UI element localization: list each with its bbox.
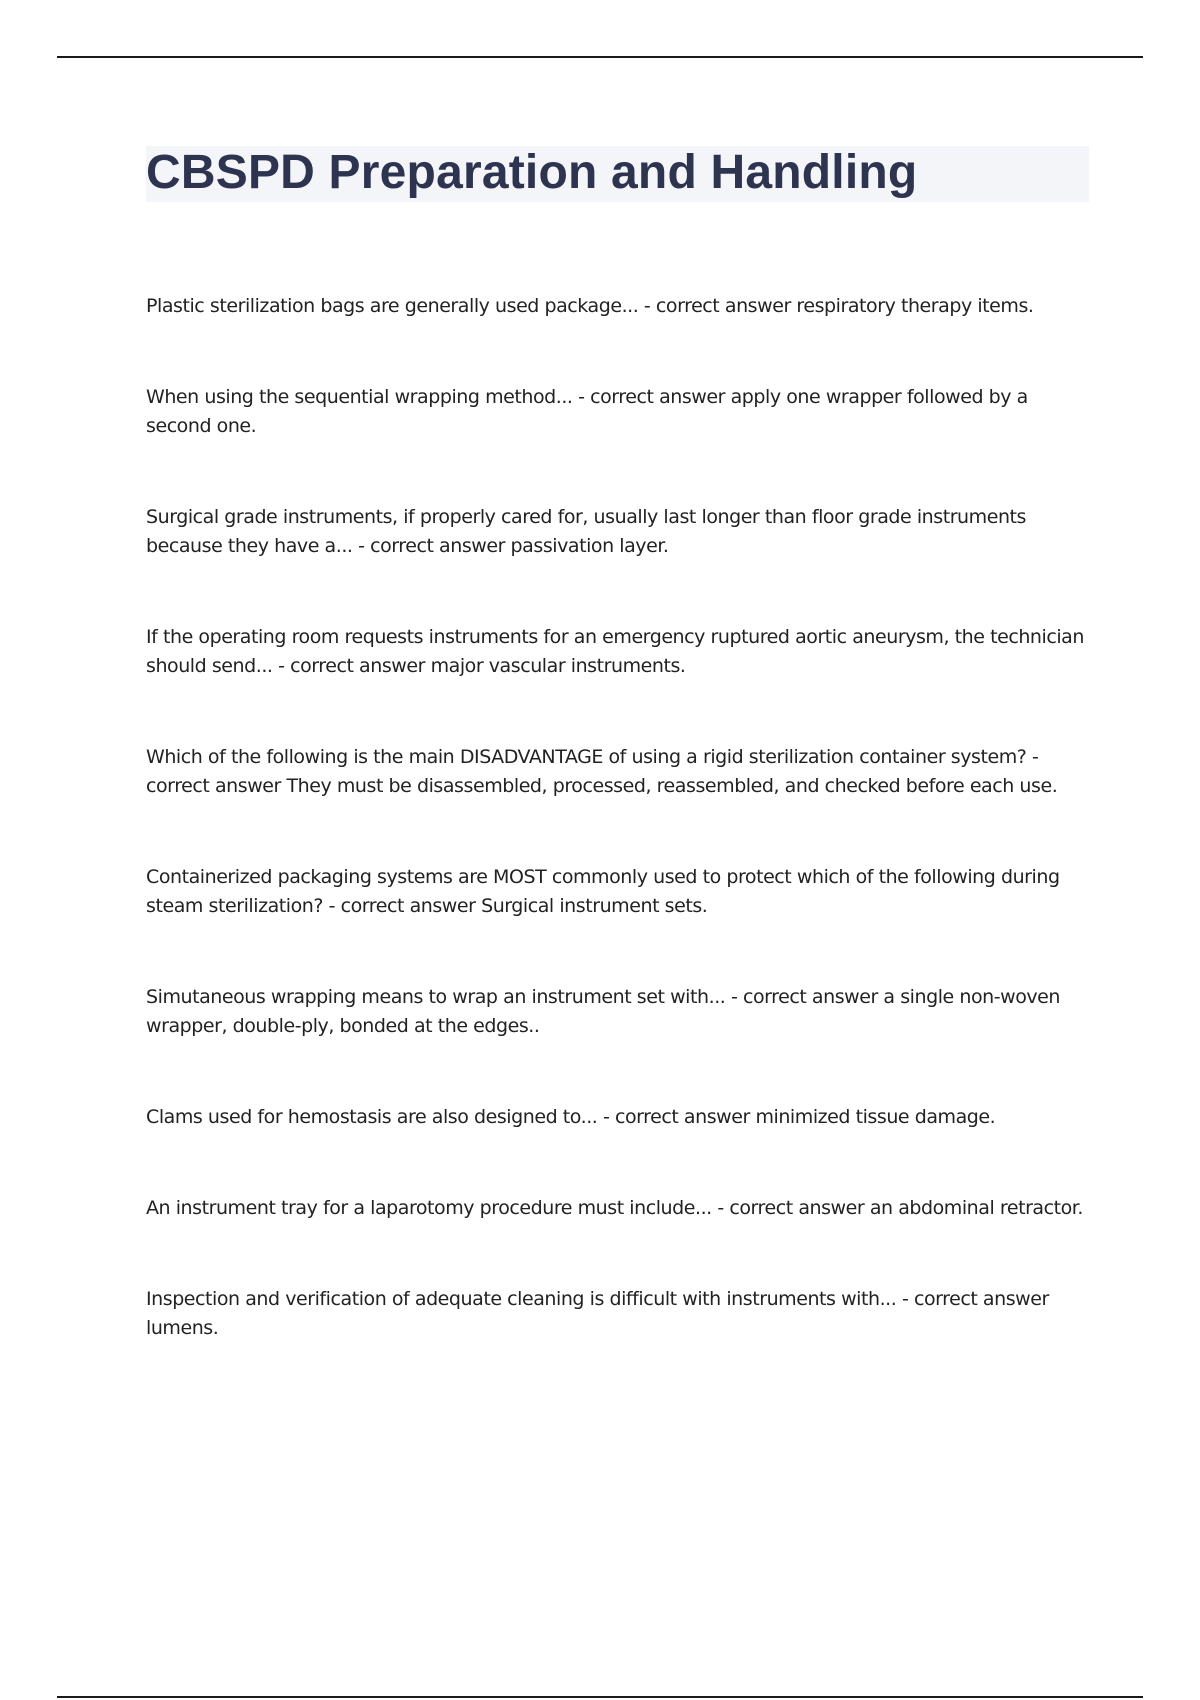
qa-item: Plastic sterilization bags are generally used package... - correct answer respiratory therapy items.	[146, 295, 1034, 317]
qa-item: Simutaneous wrapping means to wrap an instrument set with... - correct answer a single non-woven wrapper, double-ply, bonded at the edges..	[146, 986, 1061, 1037]
qa-item: When using the sequential wrapping method... - correct answer apply one wrapper followed by a second one.	[146, 386, 1028, 437]
bottom-rule	[57, 1696, 1143, 1698]
qa-item: Surgical grade instruments, if properly cared for, usually last longer than floor grade instruments because they have a... - correct answer passivation layer.	[146, 506, 1026, 557]
qa-item: If the operating room requests instruments for an emergency ruptured aortic aneurysm, the technician should send... - correct answer major vascular instruments.	[146, 626, 1084, 677]
page-title: CBSPD Preparation and Handling	[146, 146, 918, 199]
qa-item: Clams used for hemostasis are also designed to... - correct answer minimized tissue damage.	[146, 1106, 996, 1128]
top-rule	[57, 56, 1143, 58]
qa-list	[146, 292, 1090, 1405]
qa-item: Inspection and verification of adequate cleaning is difficult with instruments with... - correct answer lumens.	[146, 1288, 1049, 1339]
qa-item: Containerized packaging systems are MOST commonly used to protect which of the following during steam sterilization? - correct answer Surgical instrument sets.	[146, 866, 1060, 917]
qa-item: An instrument tray for a laparotomy procedure must include... - correct answer an abdominal retractor.	[146, 1197, 1083, 1219]
qa-item: Which of the following is the main DISADVANTAGE of using a rigid sterilization container system? - correct answer They must be disassembled, processed, reassembled, and checked before each use.	[146, 746, 1058, 797]
